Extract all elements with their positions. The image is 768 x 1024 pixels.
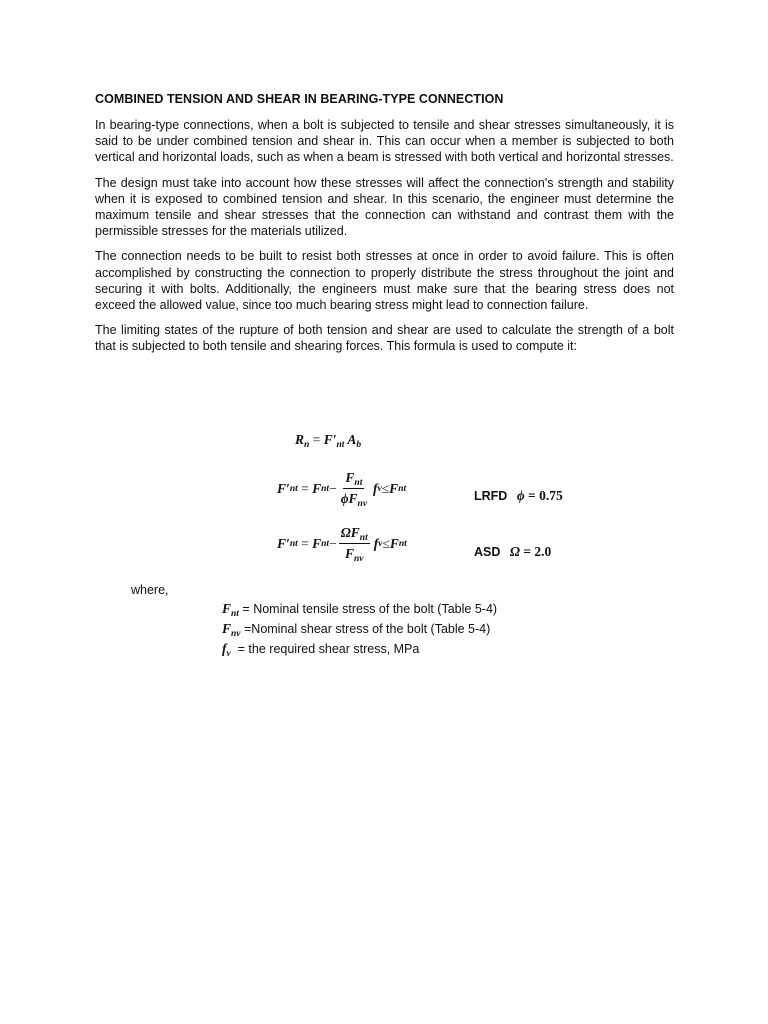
paragraph-4: The limiting states of the rupture of both tension and shear are used to calculate the strength of a bolt that is subjected to both tensile and shearing forces. This formula is used to compute it: — [95, 323, 674, 354]
definition-item: $F_{nt}$ = Nominal tensile stress of the bolt (Table 5-4) — [222, 601, 498, 619]
definitions-list — [222, 601, 497, 661]
document-body — [95, 92, 674, 364]
page-title: COMBINED TENSION AND SHEAR IN BEARING-TYPE CONNECTION — [95, 92, 504, 106]
paragraph-3: The connection needs to be built to resist both stresses at once in order to avoid failure. This is often accomplished by constructing the connection to properly distribute the stress throughout the joint and securing it with bolts. Additionally, the engineers must make sure that the bearing stress does not exceed the allowed value, since too much bearing stress might lead to connection failure. — [95, 249, 674, 313]
definition-item: $f_v$ = the required shear stress, MPa — [222, 641, 420, 659]
equation-asd: F′ nt = F nt − $\frac{\Omega F_{nt}}{F_{nv}}$ f v ≤ F nt — [277, 525, 407, 564]
fraction-asd: $\frac{\Omega F_{nt}}{F_{nv}}$ — [340, 525, 368, 564]
equation-lrfd: F′ nt = F nt − $\frac{F_{nt}}{\phi F_{nv}}$ f v ≤ F nt — [277, 470, 407, 509]
equation-nominal-strength: $R_n = F'_{nt}$ $A_b$ — [295, 432, 362, 450]
fraction-lrfd: $\frac{F_{nt}}{\phi F_{nv}}$ — [340, 470, 368, 509]
asd-factor: ASD Ω = 2.0 — [474, 544, 552, 559]
where-label: where, — [131, 583, 169, 597]
paragraph-1: In bearing-type connections, when a bolt is subjected to tensile and shear stresses simultaneously, it is said to be under combined tension and shear in. This can occur when a member is subjected to both vertical and horizontal loads, such as when a beam is stressed with both vertical and horizontal stresses. — [95, 118, 674, 165]
definition-item: $F_{nv}$ =Nominal shear stress of the bolt (Table 5-4) — [222, 621, 491, 639]
lrfd-factor: LRFD ϕ = 0.75 — [474, 488, 563, 503]
paragraph-2: The design must take into account how these stresses will affect the connection's strength and stability when it is exposed to combined tension and shear. In this scenario, the engineer must determine the maximum tensile and shear stresses that the connection can withstand and contrast them with the permissible stresses for the materials utilized. — [95, 175, 674, 239]
